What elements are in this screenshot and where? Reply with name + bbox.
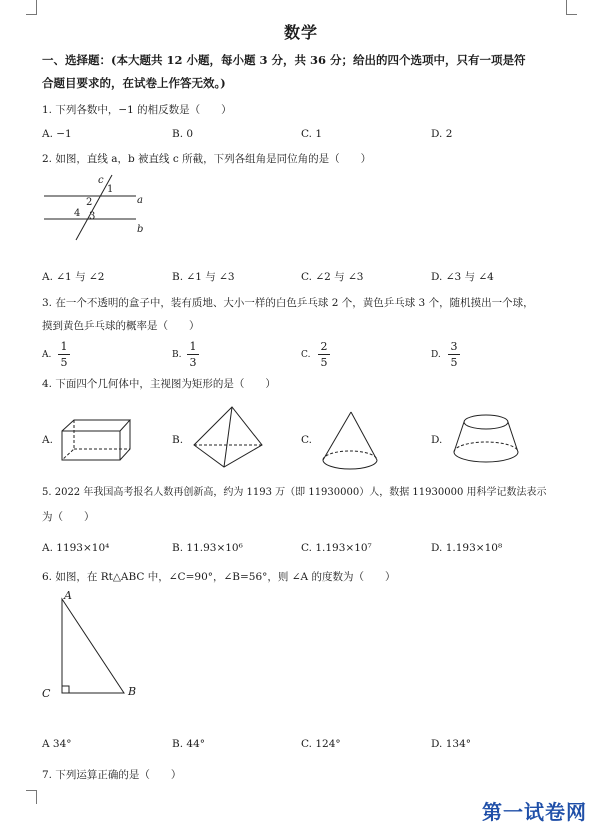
question-2-stem: 2. 如图，直线 a，b 被直线 c 所截，下列各组角是同位角的是（ ） — [42, 153, 372, 165]
q3-option-a-fraction[interactable] — [58, 340, 70, 369]
q6-option-b[interactable]: B. 44° — [172, 738, 206, 750]
q4-frustum-figure[interactable] — [450, 412, 522, 466]
q5-option-a[interactable]: A. 1193×10⁴ — [42, 542, 110, 554]
q4-pyramid-figure[interactable] — [190, 405, 266, 471]
q1-option-c[interactable]: C. 1 — [301, 128, 323, 140]
q2-parallel-lines-figure — [40, 172, 155, 244]
section-header-line2: 合题目要求的，在试卷上作答无效。) — [42, 76, 226, 90]
q3-option-b-fraction[interactable] — [187, 340, 199, 369]
q1-option-b[interactable]: B. 0 — [172, 128, 194, 140]
crop-mark — [26, 14, 37, 15]
q4-cone-figure[interactable] — [320, 410, 380, 472]
q3-option-a-label[interactable]: A. — [42, 350, 52, 360]
numerator: 3 — [450, 340, 458, 353]
question-6-stem: 6. 如图，在 Rt△ABC 中，∠C=90°，∠B=56°，则 ∠A 的度数为（ ） — [42, 571, 396, 583]
label-b: b — [137, 224, 144, 235]
label-2: 2 — [86, 197, 93, 208]
label-1: 1 — [107, 184, 114, 195]
label-c: c — [98, 175, 104, 186]
denominator: 5 — [320, 356, 328, 369]
question-5-stem-line1: 5. 2022 年我国高考报名人数再创新高，约为 1193 万（即 11930000）人，数据 11930000 用科学记数法表示 — [42, 487, 547, 498]
label-3: 3 — [89, 211, 96, 222]
question-5-stem-line2: 为（ ） — [42, 511, 95, 523]
numerator: 2 — [320, 340, 328, 353]
q4-option-a-label[interactable]: A. — [42, 434, 53, 446]
q5-option-b[interactable]: B. 11.93×10⁶ — [172, 542, 243, 554]
q6-right-triangle-figure — [38, 585, 148, 705]
watermark-logo: 第一试卷网 — [482, 800, 587, 824]
q4-cuboid-figure[interactable] — [60, 418, 132, 464]
section-header-line1: 一、选择题：(本大题共 12 小题，每小题 3 分，共 36 分；给出的四个选项中，只有一项是符 — [42, 53, 526, 67]
q3-option-c-fraction[interactable] — [318, 340, 330, 369]
denominator: 5 — [60, 356, 68, 369]
q1-option-d[interactable]: D. 2 — [431, 128, 453, 140]
q3-option-b-label[interactable]: B. — [172, 350, 182, 360]
q2-option-b[interactable]: B. ∠1 与 ∠3 — [172, 271, 235, 283]
denominator: 5 — [450, 356, 458, 369]
q1-option-a[interactable]: A. −1 — [42, 128, 72, 140]
q3-option-d-fraction[interactable] — [448, 340, 460, 369]
q2-option-a[interactable]: A. ∠1 与 ∠2 — [42, 271, 105, 283]
q5-option-d[interactable]: D. 1.193×10⁸ — [431, 542, 503, 554]
crop-mark — [36, 790, 37, 804]
crop-mark — [566, 14, 577, 15]
q6-option-d[interactable]: D. 134° — [431, 738, 472, 750]
numerator: 1 — [189, 340, 197, 353]
label-a: a — [137, 195, 143, 206]
q4-option-c-label[interactable]: C. — [301, 434, 312, 446]
denominator: 3 — [189, 356, 197, 369]
crop-mark — [566, 0, 567, 14]
q3-option-c-label[interactable]: C. — [301, 350, 311, 360]
numerator: 1 — [60, 340, 68, 353]
q2-option-c[interactable]: C. ∠2 与 ∠3 — [301, 271, 364, 283]
question-7-stem: 7. 下列运算正确的是（ ） — [42, 769, 182, 781]
question-1-stem: 1. 下列各数中，−1 的相反数是（ ） — [42, 104, 232, 116]
crop-mark — [26, 790, 37, 791]
vertex-label-a: A — [64, 589, 72, 602]
q4-option-b-label[interactable]: B. — [172, 434, 184, 446]
page-title: 数学 — [284, 23, 319, 42]
q6-option-c[interactable]: C. 124° — [301, 738, 341, 750]
q6-option-a[interactable]: A 34° — [42, 738, 72, 750]
vertex-label-b: B — [128, 685, 137, 698]
crop-mark — [36, 0, 37, 14]
question-3-stem-line2: 摸到黄色乒乓球的概率是（ ） — [42, 320, 200, 332]
q4-option-d-label[interactable]: D. — [431, 434, 443, 446]
q3-option-d-label[interactable]: D. — [431, 350, 441, 360]
q2-option-d[interactable]: D. ∠3 与 ∠4 — [431, 271, 494, 283]
question-3-stem-line1: 3. 在一个不透明的盒子中，装有质地、大小一样的白色乒乓球 2 个，黄色乒乓球 3 个，随机摸出一个球， — [42, 297, 534, 309]
question-4-stem: 4. 下面四个几何体中，主视图为矩形的是（ ） — [42, 378, 276, 390]
vertex-label-c: C — [42, 687, 51, 700]
label-4: 4 — [74, 208, 81, 219]
q5-option-c[interactable]: C. 1.193×10⁷ — [301, 542, 372, 554]
